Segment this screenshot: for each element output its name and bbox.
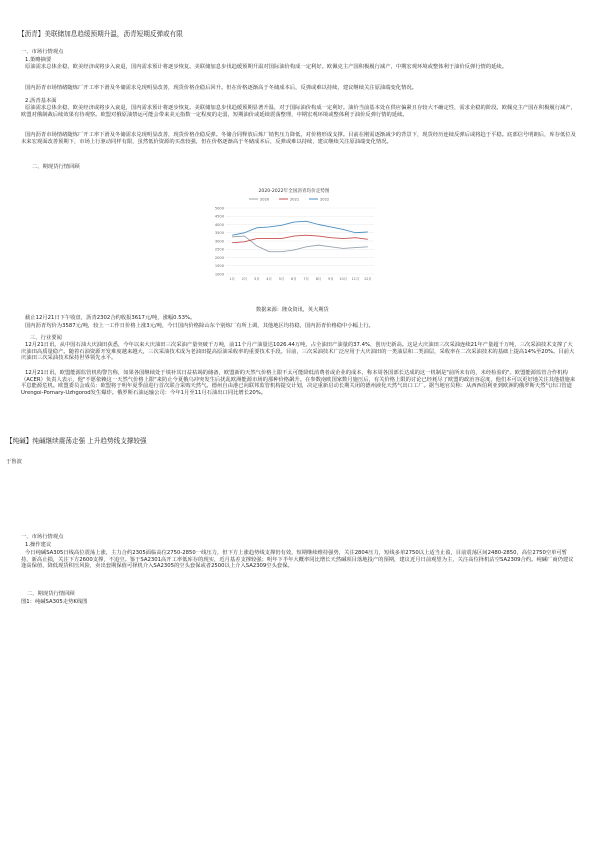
asphalt-review-heading: 二、期现货行情回顾	[32, 164, 80, 170]
x-tick-label: 11月	[351, 277, 360, 281]
asphalt-policy-paragraph-2: 国内沥青市场情绪随炼厂开工率下滑及冬储需求兑现明显改善，现货价格企稳后回升。但在价格逐渐高于冬储成本后，反弹或难以持续，建议继续关注原油端变化情况。	[25, 85, 417, 91]
legend-label-2020: 2020	[260, 197, 270, 202]
asphalt-news-paragraph-2: 12月21日讯，欧盟能源监管机构警告称，如果各国继续处于填补其日益枯竭的储备，欧盟新的天然气价格上限不太可能降低消费者或企业的成本，称本周各国部长达成的这一机制是"前所未有的，未经检验的"。欧盟能源监管合作机构（ACER）负责人表示，他"不愿依赖这一天然气价格上限"来防止今夏俄乌冲突发生后扰乱欧洲能源市场的那种价格飙升。在参数南欧国家数月施压后，有关价格上限的讨论已经耗尽了欧盟的政治容忍度，他们本可以更好地关注其他措施来平息能源危机。欧盟委员会成员：欧盟将于明年夏季前进行首次联合采购天然气。德州自由港已向联邦监管机构提交计划，决定重新启动长期关闭的德州液化天然气出口工厂。据当地官员称：从西西伯利亚到欧洲的俄罗斯天然气出口管道Urengoi-Pomary-Uzhgorod发生爆炸。俄罗斯石油运输公司：今年1月至11月石油出口同比增长20%。	[21, 370, 576, 397]
asphalt-price-chart	[206, 182, 382, 286]
asphalt-policy-heading: 1.策略摘要	[25, 57, 52, 63]
x-tick-label: 10月	[339, 277, 348, 281]
y-tick-label: 4000	[214, 222, 224, 227]
chart-title: 2020-2022年全国沥青均价走势图	[258, 189, 330, 194]
y-tick-label: 3000	[214, 239, 224, 244]
x-tick-label: 9月	[328, 277, 334, 281]
chart-series	[232, 221, 368, 252]
series-line-2021	[232, 235, 368, 242]
x-tick-label: 4月	[266, 277, 272, 281]
asphalt-price-chart-svg	[206, 182, 382, 286]
y-tick-label: 5000	[214, 206, 224, 211]
soda-ash-figure-caption: 图1：纯碱SA305走势K线图	[21, 599, 88, 605]
x-tick-label: 3月	[254, 277, 260, 281]
y-tick-label: 4500	[214, 214, 224, 219]
soda-ash-market-heading: 一、市场行情观点	[21, 534, 64, 540]
series-line-2022	[232, 221, 368, 235]
y-tick-label: 1000	[214, 272, 224, 277]
asphalt-market-heading: 一、市场行情观点	[21, 49, 64, 55]
soda-ash-advice-paragraph: 今日纯碱SA305日线高位震荡上涨，主力合约2305面临高位2750-2850一线压力，但下方上涨趋势线支撑仍有效，短期继续维持强势，关注2804压力，短线多单2750以上适当止盈，目前震荡区间2480-2850，高位2750空单可暂持，新高止损，关注下方2600支撑，不追空。鉴于SA2301高开工率低库存的现实，近月基差支撑较强；明年下半年大概率同比增长天然碱项目落地投产的预期，建议近月日前观望为主，关注高位择机沽空SA2309合约。纯碱厂商仍建议逢高保值，降低现货积压风险，卖出套期保值可择机介入SA2305的空头套保或者2500以上介入SA2309空头套保。	[21, 550, 574, 570]
legend-label-2022: 2022	[320, 197, 330, 202]
x-tick-label: 7月	[303, 277, 309, 281]
soda-ash-author: 于鲁波	[6, 459, 22, 465]
y-tick-label: 1500	[214, 264, 224, 269]
asphalt-fundamentals-paragraph-1: 原油需求总体企稳，欧美经济或将步入衰退，国内需求预计将逐步恢复。美联储加息步伐趋缓预期显著升温，对于国际油价构成一定利好。油价当前基本处在供应偏紧且存较大不确定性，需求企稳的阶段。欧佩克主产国在积极履行减产，欧盟对俄制裁后续效果有待观察。欧盟对俄原油禁运可能会带来美元指数一定程度的走弱，短期油价或延续震荡整理，中期宏观环境或整体利于油价反弹行情的延续。	[21, 105, 576, 118]
asphalt-review-paragraph-1: 截止12月21日下午收盘，沥青2302合约收报3617元/吨，涨幅0.53%。	[25, 315, 196, 321]
legend-label-2021: 2021	[290, 197, 300, 202]
x-tick-label: 2月	[241, 277, 248, 281]
chart-legend	[249, 197, 329, 201]
y-tick-label: 2500	[214, 247, 224, 252]
soda-ash-review-heading: 二、期现货行情回顾	[27, 591, 75, 597]
asphalt-news-paragraph-1: 12月21日讯，从中国石油大庆油田获悉，今年以来大庆油田三次采油产量突破千万吨，前11个月产油量达1026.44万吨，占全油田产油量的37.4%，创历史新高。这是大庆油田三次采油连续21年产量超千万吨，三次采油技术支撑了大庆油田高质量稳产。随着石油资源开发难度越来越大，三次采油技术成为老油田提高原油采收率的重要技术手段。目前，三次采油技术广泛应用于大庆油田的一类油层和二类油层，采收率在二次采油技术的基础上提高14%至20%。目前大庆油田三次采油技术保持世界领先水平。	[21, 342, 575, 362]
x-axis-ticks	[229, 276, 371, 281]
y-tick-label: 3500	[214, 231, 224, 236]
asphalt-fundamentals-heading: 2.沥青基本面	[25, 98, 57, 104]
soda-ash-advice-heading: 1.操作建议	[25, 542, 52, 548]
asphalt-news-heading: 三、行业要闻	[30, 335, 62, 341]
asphalt-fundamentals-paragraph-2: 国内沥青市场情绪随炼厂开工率下滑及冬储需求兑现明显改善，现货价格企稳反弹。冬储合同释放后炼厂销售压力降低，对价格形成支撑。目前在刚需逐渐减少的背景下，现货经历连续反弹后或将趋于平稳。底部信号明朗后，库存低位及未来宏观面改善预期下，市场上行驱动同样有限，虽然低价资源的买盘较强，但在价格逐渐高于冬储成本后，反弹或难以持续，建议继续关注原油端变化情况。	[21, 132, 576, 145]
asphalt-section-title: 【沥青】美联储加息趋缓预期升温，沥青短期反弹或有限	[18, 30, 183, 38]
y-tick-label: 2000	[214, 255, 224, 260]
x-tick-label: 5月	[278, 277, 285, 281]
x-tick-label: 12月	[363, 277, 372, 281]
chart-source-note: 数据来源：隆众资讯，英大期货	[256, 307, 329, 313]
x-tick-label: 1月	[229, 277, 235, 281]
asphalt-policy-paragraph-1: 原油需求总体企稳，欧美经济或将步入衰退，国内需求预计将逐步恢复。美联储加息步伐趋缓预期升温对国际油价构成一定利好。欧佩克主产国积极履行减产，中期宏观环境或整体利于油价反弹行情的延续。	[25, 64, 508, 70]
y-axis-ticks	[215, 206, 225, 276]
x-tick-label: 8月	[315, 277, 322, 281]
asphalt-review-paragraph-2: 国内沥青均价为3587元/吨，较上一工作日价格上涨3元/吨，今日国内价格除山东个别炼厂有所上调，其他地区均持稳，国内沥青价格稳中小幅上行。	[25, 323, 374, 329]
soda-ash-section-title: 【纯碱】纯碱继续震荡走强 上升趋势线支撑较强	[6, 437, 147, 445]
x-tick-label: 6月	[291, 277, 297, 281]
